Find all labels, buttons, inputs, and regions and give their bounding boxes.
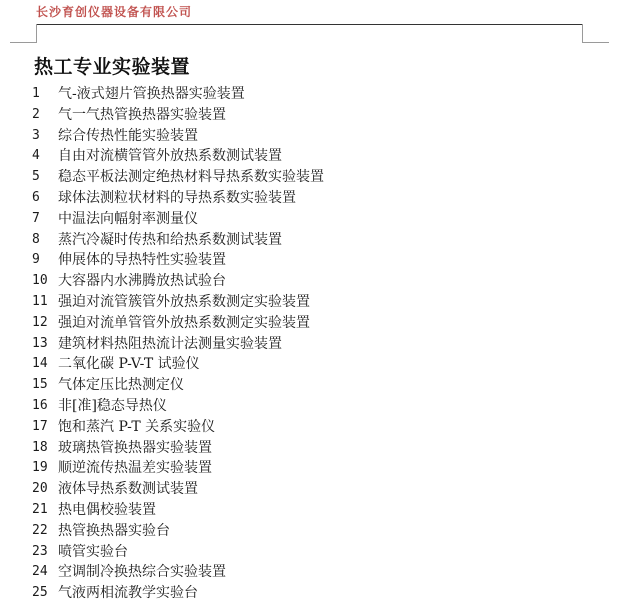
list-item — [32, 126, 324, 147]
list-item — [32, 292, 324, 313]
list-item-text: 气-液式翅片管换热器实验装置 — [58, 86, 245, 102]
company-name-header: 长沙育创仪器设备有限公司 — [36, 5, 193, 19]
list-item-text: 中温法向幅射率测量仪 — [58, 210, 198, 227]
list-item-number: 10 — [32, 273, 48, 289]
list-item-number: 12 — [32, 314, 48, 330]
list-item — [32, 562, 324, 583]
list-item-text: 热电偶校验装置 — [58, 501, 156, 518]
list-item-number: 6 — [32, 189, 40, 205]
list-item-text: 二氧化碳 P-V-T 试验仪 — [58, 356, 200, 373]
list-item-text: 自由对流横管管外放热系数测试装置 — [58, 148, 282, 165]
list-item — [32, 375, 324, 396]
list-item-number: 21 — [32, 501, 48, 517]
list-item-text: 伸展体的导热特性实验装置 — [58, 252, 226, 269]
list-item-text: 气体定压比热测定仪 — [58, 377, 184, 394]
list-item — [32, 396, 324, 417]
list-item-number: 13 — [32, 335, 48, 351]
list-item-text: 蒸汽冷凝时传热和给热系数测试装置 — [58, 231, 282, 248]
list-item-number: 14 — [32, 356, 48, 372]
list-item — [32, 417, 324, 438]
header-rule — [36, 24, 582, 25]
list-item — [32, 209, 324, 230]
equipment-list — [32, 84, 324, 604]
list-item-text: 液体导热系数测试装置 — [58, 481, 198, 498]
list-item — [32, 583, 324, 604]
list-item-text: 热管换热器实验台 — [58, 522, 170, 539]
list-item — [32, 479, 324, 500]
list-item — [32, 188, 324, 209]
list-item-number: 1 — [32, 86, 40, 101]
list-item-number: 7 — [32, 210, 40, 226]
list-item-number: 2 — [32, 106, 40, 122]
list-item-text: 球体法测粒状材料的导热系数实验装置 — [58, 189, 296, 206]
list-item — [32, 105, 324, 126]
list-item-number: 18 — [32, 439, 48, 455]
list-item — [32, 354, 324, 375]
list-item — [32, 500, 324, 521]
list-item-number: 15 — [32, 377, 48, 393]
list-item-number: 24 — [32, 564, 48, 580]
list-item-text: 稳态平板法测定绝热材料导热系数实验装置 — [58, 169, 324, 186]
list-item-number: 17 — [32, 418, 48, 434]
list-item-number: 4 — [32, 148, 40, 164]
list-item-text: 气液两相流教学实验台 — [58, 585, 198, 602]
list-item-number: 3 — [32, 127, 40, 143]
list-item-number: 16 — [32, 397, 48, 413]
list-item-text: 强迫对流单管管外放热系数测定实验装置 — [58, 314, 310, 331]
list-item-text: 玻璃热管换热器实验装置 — [58, 439, 212, 456]
list-item-text: 喷管实验台 — [58, 543, 128, 560]
list-item-text: 顺逆流传热温差实验装置 — [58, 460, 212, 477]
list-item-text: 非[准]稳态导热仪 — [58, 397, 167, 414]
list-item-text: 综合传热性能实验装置 — [58, 127, 198, 144]
document-title: 热工专业实验装置 — [34, 56, 191, 78]
list-item — [32, 521, 324, 542]
list-item-number: 11 — [32, 293, 48, 309]
list-item-text: 建筑材料热阻热流计法测量实验装置 — [58, 335, 282, 352]
list-item-number: 22 — [32, 522, 48, 538]
list-item-number: 5 — [32, 169, 40, 185]
list-item — [32, 334, 324, 355]
list-item-text: 饱和蒸汽 P-T 关系实验仪 — [58, 418, 216, 435]
list-item — [32, 146, 324, 167]
list-item-number: 20 — [32, 481, 48, 497]
margin-marker-left — [10, 24, 37, 43]
list-item — [32, 250, 324, 271]
list-item — [32, 458, 324, 479]
list-item — [32, 438, 324, 459]
list-item — [32, 84, 324, 105]
list-item — [32, 271, 324, 292]
list-item-number: 25 — [32, 585, 48, 601]
list-item-number: 19 — [32, 460, 48, 476]
margin-marker-right — [582, 24, 609, 43]
list-item — [32, 313, 324, 334]
list-item — [32, 230, 324, 251]
list-item-text: 气一气热管换热器实验装置 — [58, 106, 226, 123]
list-item-number: 9 — [32, 252, 40, 268]
list-item-text: 空调制冷换热综合实验装置 — [58, 564, 226, 581]
list-item-number: 23 — [32, 543, 48, 559]
list-item-text: 强迫对流管簇管外放热系数测定实验装置 — [58, 293, 310, 310]
list-item-text: 大容器内水沸腾放热试验台 — [58, 273, 226, 290]
list-item-number: 8 — [32, 231, 40, 247]
list-item — [32, 542, 324, 563]
list-item — [32, 167, 324, 188]
